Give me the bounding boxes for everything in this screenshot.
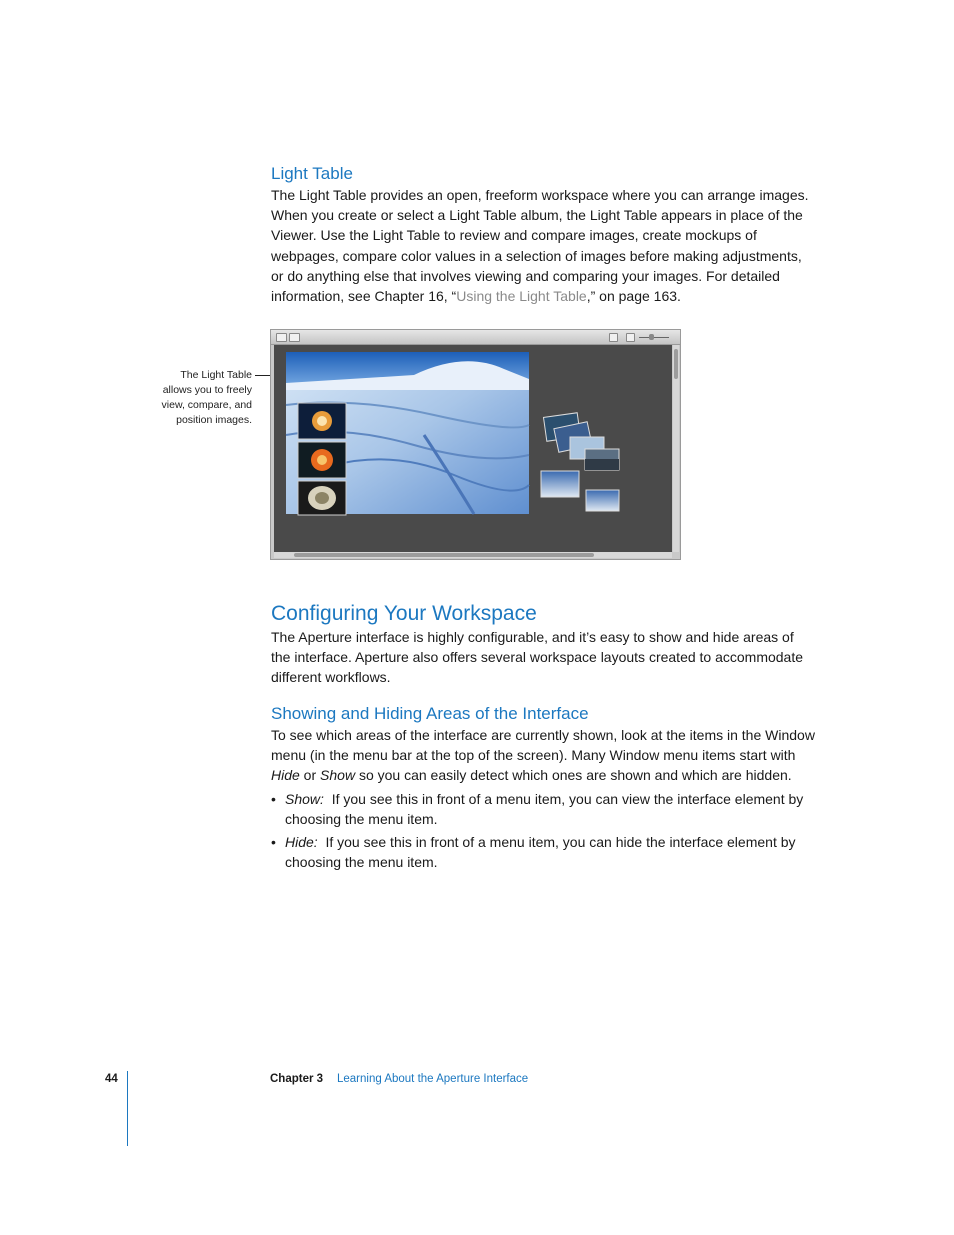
scroll-thumb[interactable] <box>294 553 594 557</box>
text-span: Show <box>320 767 356 784</box>
bullet-term: Hide: <box>285 834 318 850</box>
text-span: so you can easily detect which ones are shown and which are hidden. <box>355 767 792 784</box>
light-table-images <box>274 345 672 552</box>
caption-line: The Light Table <box>180 369 252 381</box>
page-number: 44 <box>105 1073 118 1085</box>
paragraph-line: When you create or select a Light Table album, the Light Table appears in place of the <box>271 207 803 224</box>
paragraph-line <box>271 286 841 306</box>
text-span: If you see this in front of a menu item, you can view the interface element by <box>331 791 804 807</box>
text-span: If you see this in front of a menu item, you can hide the interface element by <box>325 834 796 850</box>
paragraph-line: webpages, compare color values in a selection of images before making adjustments, <box>271 247 802 264</box>
zoom-slider-icon <box>639 337 669 338</box>
cross-reference-link[interactable]: Using the Light Table <box>456 288 587 305</box>
paragraph-line: the interface. Aperture also offers several workspace layouts created to accommodate <box>271 649 804 666</box>
footer-rule <box>127 1071 128 1146</box>
paragraph-line: To see which areas of the interface are currently shown, look at the items in the Window <box>271 727 815 743</box>
paragraph-line: Viewer. Use the Light Table to review and compare images, create mockups of <box>271 227 757 244</box>
footer-chapter-label: Chapter 3 <box>270 1073 324 1085</box>
caption-line: view, compare, and <box>161 399 252 411</box>
jellyfish-photo <box>298 403 346 439</box>
paragraph-line: The Aperture interface is highly configurable, and it’s easy to show and hide areas of <box>271 629 794 645</box>
footer-chapter-title[interactable]: Learning About the Aperture Interface <box>337 1073 529 1085</box>
bullet-line: choosing the menu item. <box>285 854 438 871</box>
stacked-thumbnails <box>541 413 619 511</box>
section-heading-showing-hiding: Showing and Hiding Areas of the Interface <box>271 704 589 723</box>
paragraph-line: different workflows. <box>271 669 391 686</box>
paragraph-line: The Light Table provides an open, freeform workspace where you can arrange images. <box>271 187 809 203</box>
showing-hiding-paragraph <box>271 725 841 786</box>
anemone-photo <box>298 442 346 478</box>
text-span: or <box>299 767 321 784</box>
toolbar-button <box>289 333 300 342</box>
light-table-paragraph <box>271 185 841 306</box>
bullet-item-show <box>271 789 831 831</box>
paragraph-line: menu (in the menu bar at the top of the screen). Many Window menu items start with <box>271 747 796 764</box>
text-span: Hide <box>271 767 300 784</box>
sea-urchin-photo <box>298 481 346 515</box>
section-heading-light-table: Light Table <box>271 164 353 183</box>
scroll-thumb[interactable] <box>674 349 678 379</box>
zoom-slider-knob-icon <box>649 334 654 340</box>
toolbar-button <box>626 333 635 342</box>
section-heading-configuring: Configuring Your Workspace <box>271 602 537 625</box>
bullet-line <box>285 789 825 809</box>
bullet-icon: • <box>271 791 276 807</box>
bullet-icon: • <box>271 834 276 850</box>
bullet-line: choosing the menu item. <box>285 811 438 828</box>
vertical-scrollbar[interactable] <box>673 345 679 552</box>
light-table-toolbar <box>271 330 680 345</box>
horizontal-scrollbar[interactable] <box>274 552 672 558</box>
configuring-paragraph <box>271 627 841 688</box>
caption-line: position images. <box>176 414 252 426</box>
toolbar-button <box>609 333 618 342</box>
caption-line: allows you to freely <box>162 384 252 396</box>
text-span: ,” on page 163. <box>586 288 681 305</box>
callout-line <box>255 375 271 376</box>
light-table-canvas <box>274 345 672 552</box>
paragraph-line <box>271 765 841 785</box>
bullet-line <box>285 832 825 852</box>
figure-caption <box>130 368 252 428</box>
bullet-term: Show: <box>285 791 324 807</box>
light-table-screenshot <box>270 329 681 560</box>
toolbar-button <box>276 333 287 342</box>
bullet-item-hide <box>271 832 831 874</box>
text-span: information, see Chapter 16, “ <box>271 288 457 305</box>
paragraph-line: or do anything else that involves viewing and comparing your images. For detailed <box>271 267 780 284</box>
